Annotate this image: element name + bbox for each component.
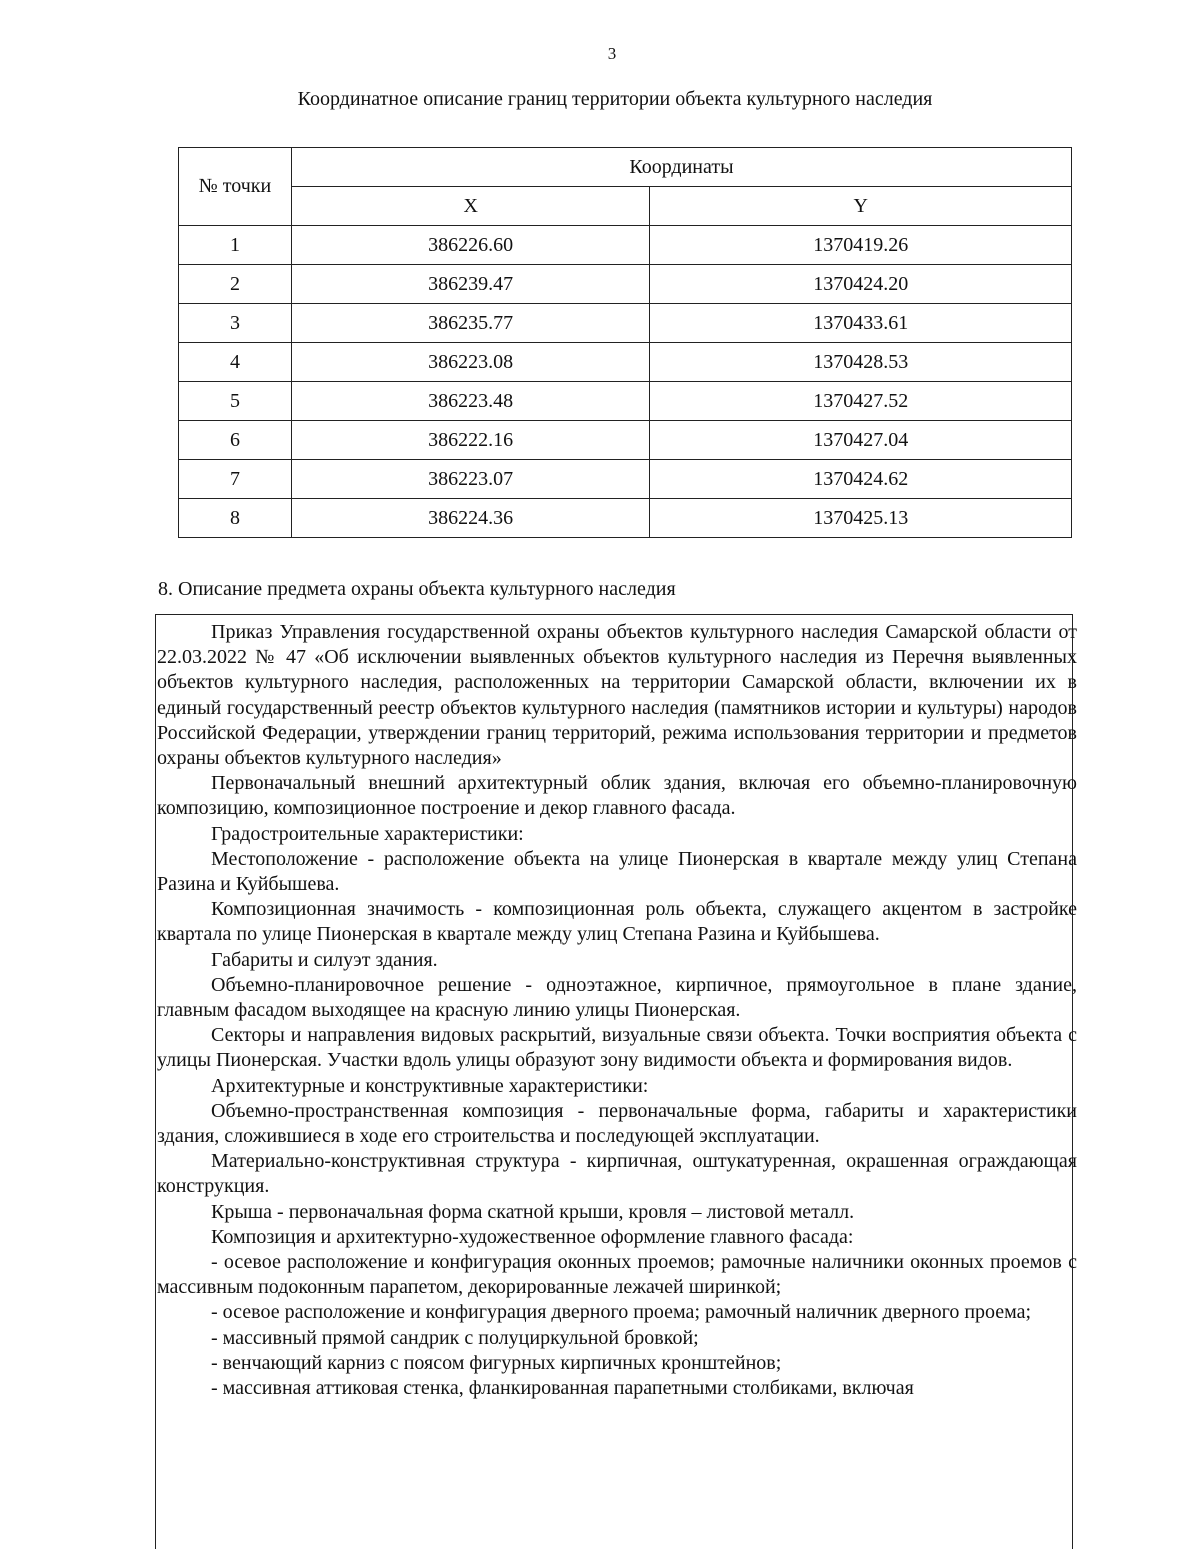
- paragraph: Материально-конструктивная структура - кирпичная, оштукатуренная, окрашенная ограждающая конструкция.: [157, 1150, 1077, 1198]
- header-x: X: [291, 187, 650, 226]
- cell-x: 386235.77: [291, 304, 650, 343]
- paragraph: Первоначальный внешний архитектурный облик здания, включая его объемно-планировочную композицию, композиционное построение и декор главного фасада.: [157, 772, 1077, 820]
- table-row: [179, 226, 1072, 265]
- coordinates-table: [178, 147, 1072, 538]
- cell-x: 386226.60: [291, 226, 650, 265]
- paragraph: Композиционная значимость - композиционная роль объекта, служащего акцентом в застройке квартала по улице Пионерская в квартале между улиц Степана Разина и Куйбышева.: [157, 898, 1077, 946]
- paragraph: Композиция и архитектурно-художественное оформление главного фасада:: [211, 1225, 854, 1248]
- cell-y: 1370425.13: [650, 499, 1072, 538]
- table-row: [179, 304, 1072, 343]
- paragraph: - массивная аттиковая стенка, фланкированная парапетными столбиками, включая: [211, 1377, 914, 1400]
- cell-point: 2: [179, 265, 292, 304]
- cell-y: 1370428.53: [650, 343, 1072, 382]
- cell-x: 386223.48: [291, 382, 650, 421]
- header-coordinates: Координаты: [291, 148, 1071, 187]
- paragraph: Объемно-пространственная композиция - первоначальные форма, габариты и характеристики здания, сложившиеся в ходе его строительства и последующей эксплуатации.: [157, 1099, 1077, 1148]
- paragraph: - венчающий карниз с поясом фигурных кирпичных кронштейнов;: [211, 1351, 782, 1374]
- cell-x: 386222.16: [291, 421, 650, 460]
- cell-y: 1370419.26: [650, 226, 1072, 265]
- cell-y: 1370427.52: [650, 382, 1072, 421]
- table-row: [179, 460, 1072, 499]
- cell-point: 7: [179, 460, 292, 499]
- header-point-number: № точки: [179, 148, 292, 226]
- paragraph: Архитектурные и конструктивные характеристики:: [211, 1074, 649, 1097]
- cell-point: 1: [179, 226, 292, 265]
- table-row: [179, 382, 1072, 421]
- cell-point: 3: [179, 304, 292, 343]
- table-row: [179, 343, 1072, 382]
- cell-x: 386224.36: [291, 499, 650, 538]
- protection-subject-text: [157, 620, 1077, 1401]
- paragraph: - осевое расположение и конфигурация дверного проема; рамочный наличник дверного проема;: [211, 1301, 1032, 1324]
- header-y: Y: [650, 187, 1072, 226]
- paragraph: Объемно-планировочное решение - одноэтажное, кирпичное, прямоугольное в плане здание, главным фасадом выходящее на красную линию улицы Пионерская.: [157, 973, 1077, 1022]
- table-row: [179, 421, 1072, 460]
- cell-point: 8: [179, 499, 292, 538]
- table-row: [179, 265, 1072, 304]
- cell-point: 4: [179, 343, 292, 382]
- cell-x: 386223.07: [291, 460, 650, 499]
- cell-point: 5: [179, 382, 292, 421]
- paragraph: - осевое расположение и конфигурация оконных проемов; рамочные наличники оконных проемов с массивным подоконным парапетом, декорированные лежачей ширинкой;: [157, 1251, 1077, 1299]
- paragraph: Секторы и направления видовых раскрытий, визуальные связи объекта. Точки восприятия объекта с улицы Пионерская. Участки вдоль улицы образуют зону видимости объекта и формирования видов.: [157, 1024, 1077, 1072]
- cell-x: 386223.08: [291, 343, 650, 382]
- paragraph: Градостроительные характеристики:: [211, 822, 524, 845]
- page-number: 3: [607, 44, 617, 63]
- paragraph: - массивный прямой сандрик с полуциркульной бровкой;: [211, 1326, 699, 1349]
- table-title: Координатное описание границ территории объекта культурного наследия: [297, 88, 933, 110]
- cell-point: 6: [179, 421, 292, 460]
- paragraph: Габариты и силуэт здания.: [211, 948, 438, 971]
- paragraph: Крыша - первоначальная форма скатной крыши, кровля – листовой металл.: [211, 1200, 855, 1223]
- cell-y: 1370424.62: [650, 460, 1072, 499]
- cell-x: 386239.47: [291, 265, 650, 304]
- table-row: [179, 499, 1072, 538]
- paragraph: Местоположение - расположение объекта на улице Пионерская в квартале между улиц Степана Разина и Куйбышева.: [157, 847, 1077, 896]
- cell-y: 1370433.61: [650, 304, 1072, 343]
- section-heading: 8. Описание предмета охраны объекта культурного наследия: [158, 578, 676, 600]
- cell-y: 1370427.04: [650, 421, 1072, 460]
- cell-y: 1370424.20: [650, 265, 1072, 304]
- paragraph: Приказ Управления государственной охраны объектов культурного наследия Самарской области от 22.03.2022 № 47 «Об исключении выявленных объектов культурного наследия из Перечня выявленных объектов культурного наследия, расположенных на территории Самарской области, включении их в единый государственный реестр объектов культурного наследия (памятников истории и культуры) народов Российской Федерации, утверждении границ территорий, режима использования территории и предметов охраны объектов культурного наследия»: [157, 621, 1077, 770]
